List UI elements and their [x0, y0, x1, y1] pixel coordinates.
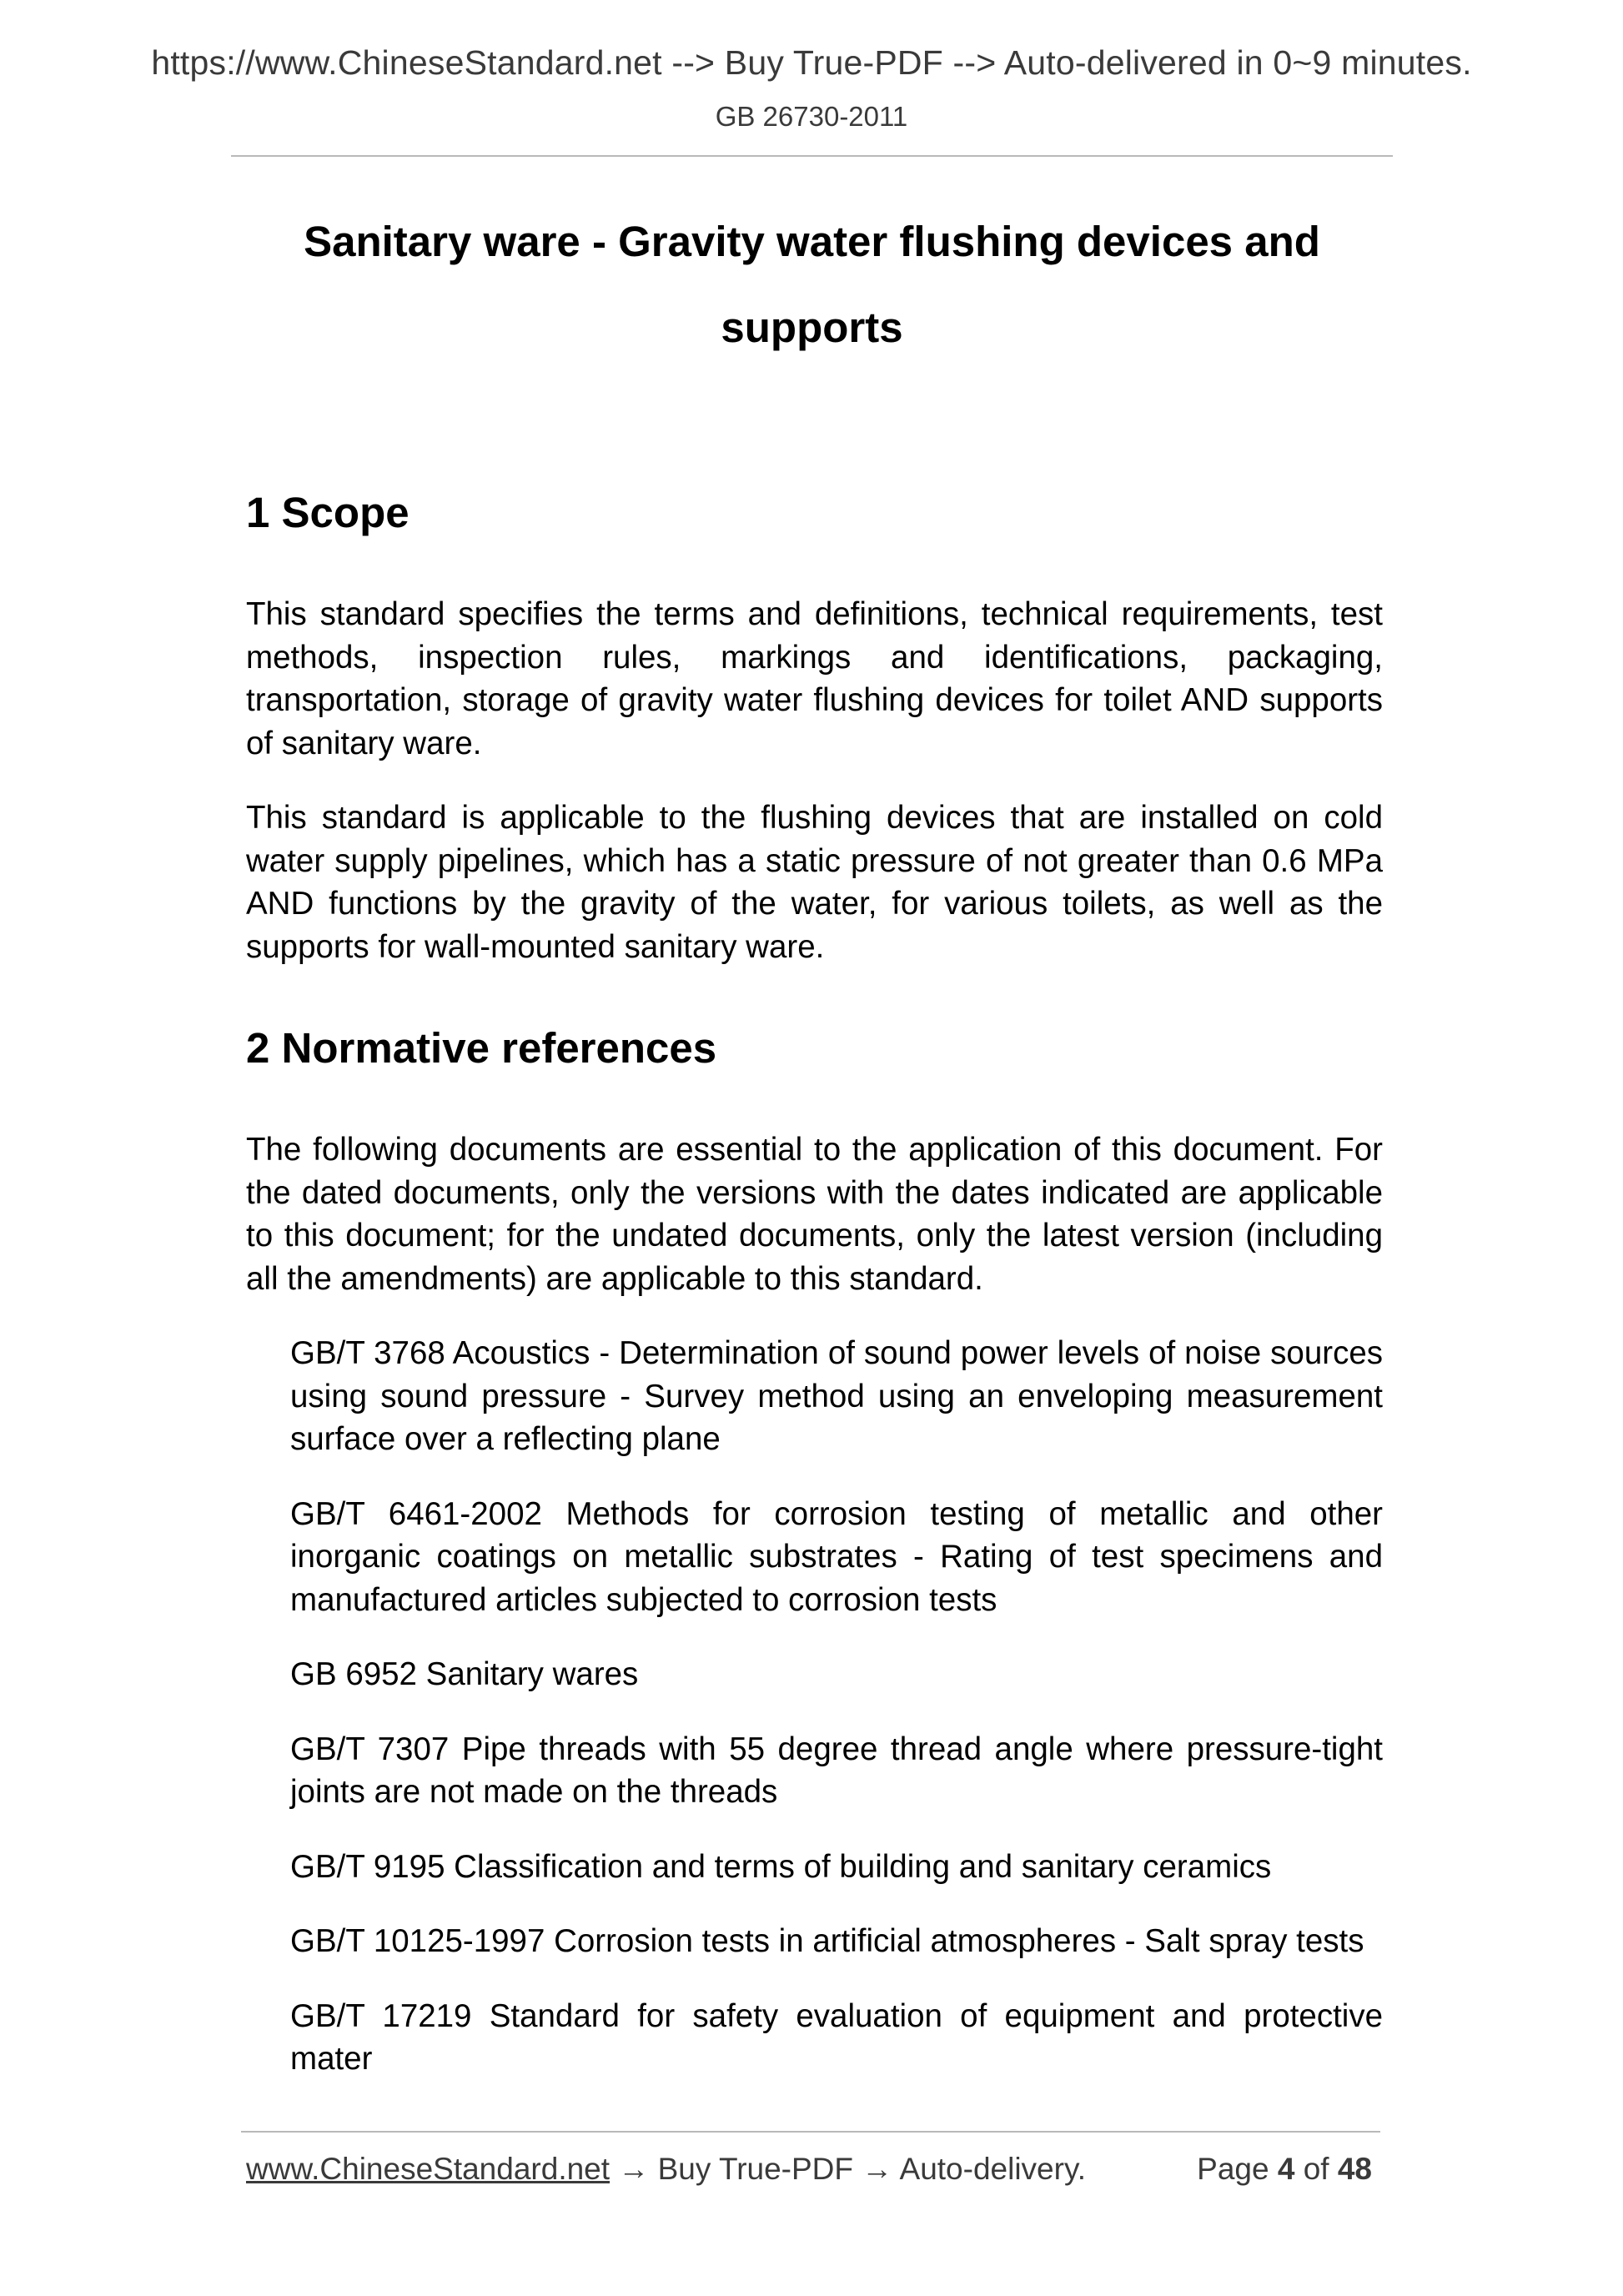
scope-paragraph: This standard is applicable to the flushing devices that are installed on cold water supply pipelines, which has a static pressure of not greater than 0.6 MPa AND functions by the gravity of the water, for various toilets, as well as the supports for wall-mounted sanitary ware. [246, 800, 1383, 965]
page-total: 48 [1337, 2152, 1372, 2186]
page-footer [246, 2152, 1372, 2187]
page-label: Page [1197, 2152, 1269, 2186]
standard-code: GB 26730-2011 [715, 101, 908, 132]
reference-item: GB/T 9195 Classification and terms of building and sanitary ceramics [290, 1848, 1272, 1885]
section-heading-normative-references: 2 Normative references [246, 1024, 717, 1072]
header-banner: https://www.ChineseStandard.net --> Buy True-PDF --> Auto-delivered in 0~9 minutes. [151, 43, 1472, 82]
footer-tagline: → Buy True-PDF → Auto-delivery. [610, 2152, 1086, 2186]
header-divider [231, 155, 1393, 157]
reference-item: GB/T 17219 Standard for safety evaluation of equipment and protective mater [290, 1997, 1383, 2077]
reference-item: GB/T 6461-2002 Methods for corrosion testing of metallic and other inorganic coatings on metallic substrates - Rating of test specimens and manufactured articles subjected to corrosion tests [290, 1495, 1383, 1618]
reference-item: GB/T 3768 Acoustics - Determination of sound power levels of noise sources using sound pressure - Survey method using an enveloping measurement surface over a reflecting plane [290, 1335, 1383, 1457]
document-body [246, 480, 1383, 2113]
reference-item: GB/T 10125-1997 Corrosion tests in artificial atmospheres - Salt spray tests [290, 1923, 1364, 1959]
document-title: Sanitary ware - Gravity water flushing devices and supports [304, 218, 1320, 351]
normative-intro-paragraph: The following documents are essential to the application of this document. For the dated documents, only the versions with the dates indicated are applicable to this document; for the undated documents, only the latest version (including all the amendments) are applicable to this standard. [246, 1132, 1383, 1297]
reference-item: GB/T 7307 Pipe threads with 55 degree thread angle where pressure-tight joints are not made on the threads [290, 1731, 1383, 1810]
section-heading-scope: 1 Scope [246, 489, 410, 536]
page-current: 4 [1277, 2152, 1295, 2186]
page-indicator [1197, 2152, 1372, 2187]
scope-paragraph: This standard specifies the terms and definitions, technical requirements, test methods, inspection rules, markings and identifications, packaging, transportation, storage of gravity water flushing devices for toilet AND supports of sanitary ware. [246, 596, 1383, 761]
footer-divider [241, 2131, 1380, 2133]
page-of-label: of [1303, 2152, 1329, 2186]
footer-website-link[interactable]: www.ChineseStandard.net [246, 2152, 611, 2186]
reference-item: GB 6952 Sanitary wares [290, 1656, 639, 1692]
